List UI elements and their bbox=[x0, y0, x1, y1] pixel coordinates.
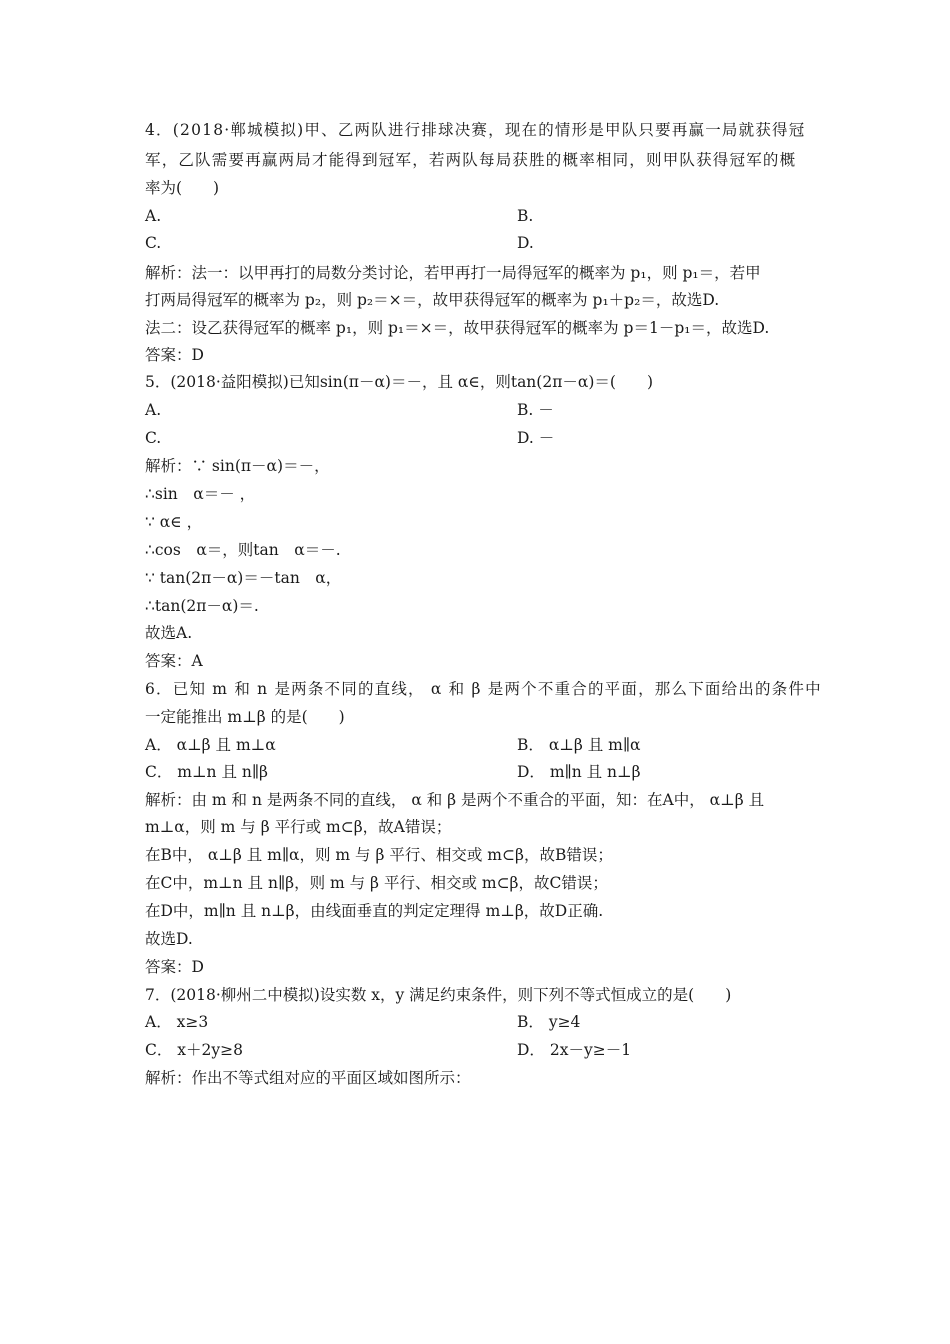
q4-answer: 答案：D bbox=[145, 346, 204, 364]
q7-option-b: B． y≥4 bbox=[517, 1013, 581, 1031]
q4-stem-line-2: 军，乙队需要再赢两局才能得到冠军，若两队每局获胜的概率相同，则甲队获得冠军的概 bbox=[145, 151, 797, 169]
q4-option-b: B. bbox=[517, 207, 534, 225]
q6-solution-line-4: 在C中，m⊥n 且 n∥β，则 m 与 β 平行、相交或 m⊂β，故C错误； bbox=[145, 874, 608, 892]
q5-solution-line-7: 故选A. bbox=[145, 624, 193, 642]
q5-solution-line-5: ∵ tan(2π－α)＝－tan α， bbox=[145, 569, 342, 587]
q4-option-a: A. bbox=[145, 207, 162, 225]
q6-solution-line-1: 解析：由 m 和 n 是两条不同的直线， α 和 β 是两个不重合的平面，知：在A中， α⊥β 且 bbox=[145, 791, 765, 809]
q4-stem-line-1: 4．(2018·郸城模拟)甲、乙两队进行排球决赛，现在的情形是甲队只要再赢一局就获得冠 bbox=[145, 121, 806, 139]
q4-solution-line-1: 解析：法一：以甲再打的局数分类讨论，若甲再打一局得冠军的概率为 p₁，则 p₁＝，若甲 bbox=[145, 264, 761, 282]
q5-answer: 答案：A bbox=[145, 652, 203, 670]
q6-option-d: D． m∥n 且 n⊥β bbox=[517, 763, 641, 781]
q4-option-d: D. bbox=[517, 234, 534, 252]
q6-option-c: C． m⊥n 且 n∥β bbox=[145, 763, 269, 781]
q6-solution-line-3: 在B中， α⊥β 且 m∥α，则 m 与 β 平行、相交或 m⊂β，故B错误； bbox=[145, 846, 613, 864]
q7-stem-line-1: 7．(2018·柳州二中模拟)设实数 x，y 满足约束条件，则下列不等式恒成立的是( ) bbox=[145, 986, 732, 1004]
q5-option-c: C. bbox=[145, 429, 162, 447]
q7-solution-line-1: 解析：作出不等式组对应的平面区域如图所示： bbox=[145, 1069, 471, 1087]
q6-stem-line-1: 6．已知 m 和 n 是两条不同的直线， α 和 β 是两个不重合的平面，那么下面给出的条件中 bbox=[145, 680, 822, 698]
q7-option-c: C． x＋2y≥8 bbox=[145, 1041, 243, 1059]
q5-option-b: B. － bbox=[517, 401, 554, 419]
q5-solution-line-6: ∴tan(2π－α)＝. bbox=[145, 597, 259, 615]
q6-solution-line-6: 故选D. bbox=[145, 930, 193, 948]
q6-answer: 答案：D bbox=[145, 958, 204, 976]
q4-stem-line-3: 率为( ) bbox=[145, 179, 220, 197]
q4-option-c: C. bbox=[145, 234, 162, 252]
q5-solution-line-3: ∵ α∈ ， bbox=[145, 513, 203, 531]
q6-option-b: B． α⊥β 且 m∥α bbox=[517, 736, 641, 754]
q7-option-d: D． 2x－y≥－1 bbox=[517, 1041, 632, 1059]
q5-solution-line-1: 解析：∵ sin(π－α)＝－， bbox=[145, 457, 330, 475]
q5-stem-line-1: 5．(2018·益阳模拟)已知sin(π－α)＝－，且 α∈，则tan(2π－α)＝( ) bbox=[145, 373, 653, 391]
q6-option-a: A． α⊥β 且 m⊥α bbox=[145, 736, 276, 754]
q5-solution-line-2: ∴sin α＝－ ， bbox=[145, 485, 256, 503]
q5-option-d: D. － bbox=[517, 429, 555, 447]
q4-solution-line-3: 法二：设乙获得冠军的概率 p₁，则 p₁＝×＝，故甲获得冠军的概率为 p＝1－p₁＝，故选D. bbox=[145, 319, 770, 337]
q7-option-a: A． x≥3 bbox=[145, 1013, 209, 1031]
q4-solution-line-2: 打两局得冠军的概率为 p₂，则 p₂＝×＝，故甲获得冠军的概率为 p₁＋p₂＝，故选D. bbox=[145, 291, 720, 309]
q6-solution-line-2: m⊥α，则 m 与 β 平行或 m⊂β，故A错误； bbox=[145, 818, 452, 836]
q5-option-a: A. bbox=[145, 401, 162, 419]
q6-solution-line-5: 在D中，m∥n 且 n⊥β，由线面垂直的判定定理得 m⊥β，故D正确. bbox=[145, 902, 604, 920]
q6-stem-line-2: 一定能推出 m⊥β 的是( ) bbox=[145, 708, 345, 726]
q5-solution-line-4: ∴cos α＝，则tan α＝－. bbox=[145, 541, 341, 559]
